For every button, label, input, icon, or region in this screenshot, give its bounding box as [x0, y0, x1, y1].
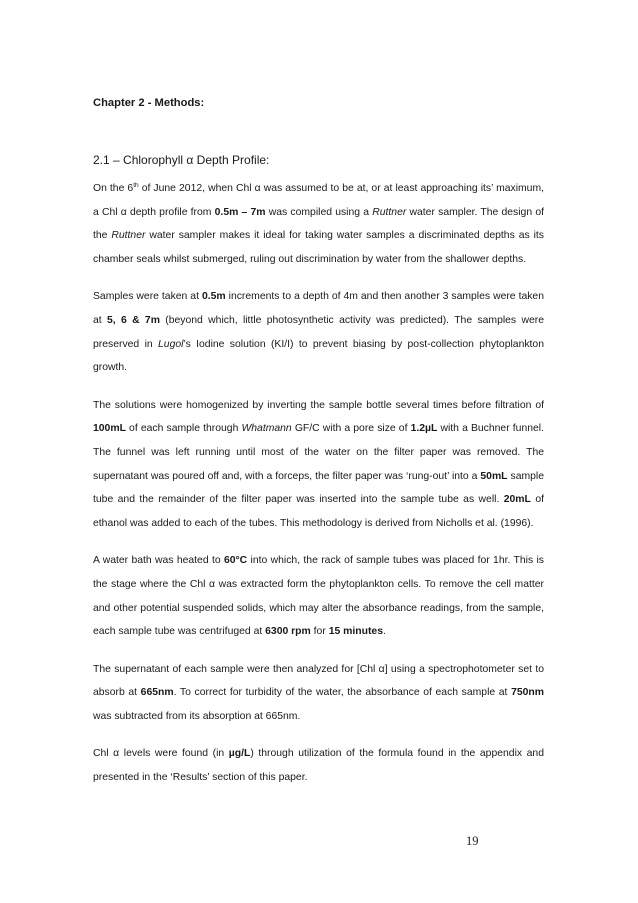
text-run: of each sample through	[125, 423, 242, 435]
paragraph-calculation	[93, 742, 544, 789]
paragraph-sampling-overview	[93, 177, 544, 271]
text-run: ’s Iodine solution (KI/I) to prevent biasing by post-collection phytoplankton growth.	[93, 338, 544, 374]
bold-text: 750nm	[511, 687, 544, 699]
text-run: was compiled using a	[265, 206, 373, 218]
text-run: . To correct for turbidity of the water, the absorbance of each sample at	[173, 687, 512, 699]
text-run: .	[382, 626, 386, 638]
text-run: Chl α levels were found (in	[93, 748, 229, 760]
text-run: GF/C with a pore size of	[291, 423, 411, 435]
bold-text: 100mL	[93, 423, 126, 435]
chapter-title: Chapter 2 - Methods:	[93, 97, 205, 109]
text-run: The supernatant of each sample were then analyzed for [Chl α] using a spectrophotometer set to absorb at	[93, 663, 544, 699]
bold-text: µg/L	[228, 748, 251, 760]
text-run: was subtracted from its absorption at 665nm.	[93, 710, 301, 722]
text-run: with a Buchner funnel. The funnel was left running until most of the water on the filter paper was removed. The supernatant was poured off and, with a forceps, the filter paper was ‘rung-out’ into a	[93, 423, 544, 482]
text-run: ) through utilization of the formula found in the appendix and presented in the ‘Results’ section of this paper.	[93, 748, 544, 784]
text-run: Samples were taken at	[93, 291, 202, 303]
body-text	[93, 177, 544, 804]
text-run: into which, the rack of sample tubes was placed for 1hr. This is the stage where the Chl α was extracted form the phytoplankton cells. To remove the cell matter and other potential suspended solids, which may alter the absorbance readings, from the sample, each sample tube was centrifuged at	[93, 555, 544, 638]
text-run: of June 2012, when Chl α was assumed to be at, or at least approaching its’ maximum, a Chl α depth profile from	[93, 183, 545, 218]
text-run: A water bath was heated to	[93, 555, 224, 567]
page-number: 19	[466, 834, 479, 848]
paragraph-filtration	[93, 394, 544, 536]
text-run: The solutions were homogenized by inverting the sample bottle several times before filtration of	[93, 399, 544, 411]
paragraph-sample-depths	[93, 285, 544, 379]
superscript: th	[133, 182, 139, 189]
bold-text: 5, 6 & 7m	[107, 314, 160, 326]
italic-text: Lugol	[158, 338, 184, 350]
text-run: On the 6	[93, 183, 134, 194]
bold-text: 6300 rpm	[265, 626, 311, 638]
text-run: water sampler. The design of the	[93, 206, 544, 242]
italic-text: Ruttner	[372, 206, 407, 218]
bold-text: 15 minutes	[328, 626, 383, 638]
italic-text: Whatmann	[241, 423, 292, 435]
text-run: (beyond which, little photosynthetic activity was predicted). The samples were preserved in	[93, 314, 544, 350]
italic-text: Ruttner	[111, 230, 146, 242]
text-run: increments to a depth of 4m and then another 3 samples were taken at	[93, 291, 544, 326]
bold-text: 1.2µL	[410, 423, 438, 435]
text-run: of ethanol was added to each of the tubes. This methodology is derived from Nicholls et al. (1996).	[93, 494, 544, 529]
paragraph-extraction	[93, 549, 544, 643]
bold-text: 0.5m – 7m	[214, 206, 266, 218]
bold-text: 665nm	[140, 687, 174, 699]
bold-text: 50mL	[480, 470, 508, 482]
text-run: water sampler makes it ideal for taking water samples a discriminated depths as its chamber seals whilst submerged, ruling out discrimination by water from the shallower depths.	[93, 230, 544, 265]
text-run: sample tube and the remainder of the filter paper was inserted into the sample tube as well.	[93, 470, 544, 506]
section-heading: 2.1 – Chlorophyll α Depth Profile:	[93, 153, 270, 167]
text-run: for	[310, 626, 329, 638]
bold-text: 60°C	[223, 555, 248, 567]
bold-text: 20mL	[503, 494, 531, 506]
paragraph-spectrophotometry	[93, 658, 544, 729]
bold-text: 0.5m	[201, 291, 226, 303]
